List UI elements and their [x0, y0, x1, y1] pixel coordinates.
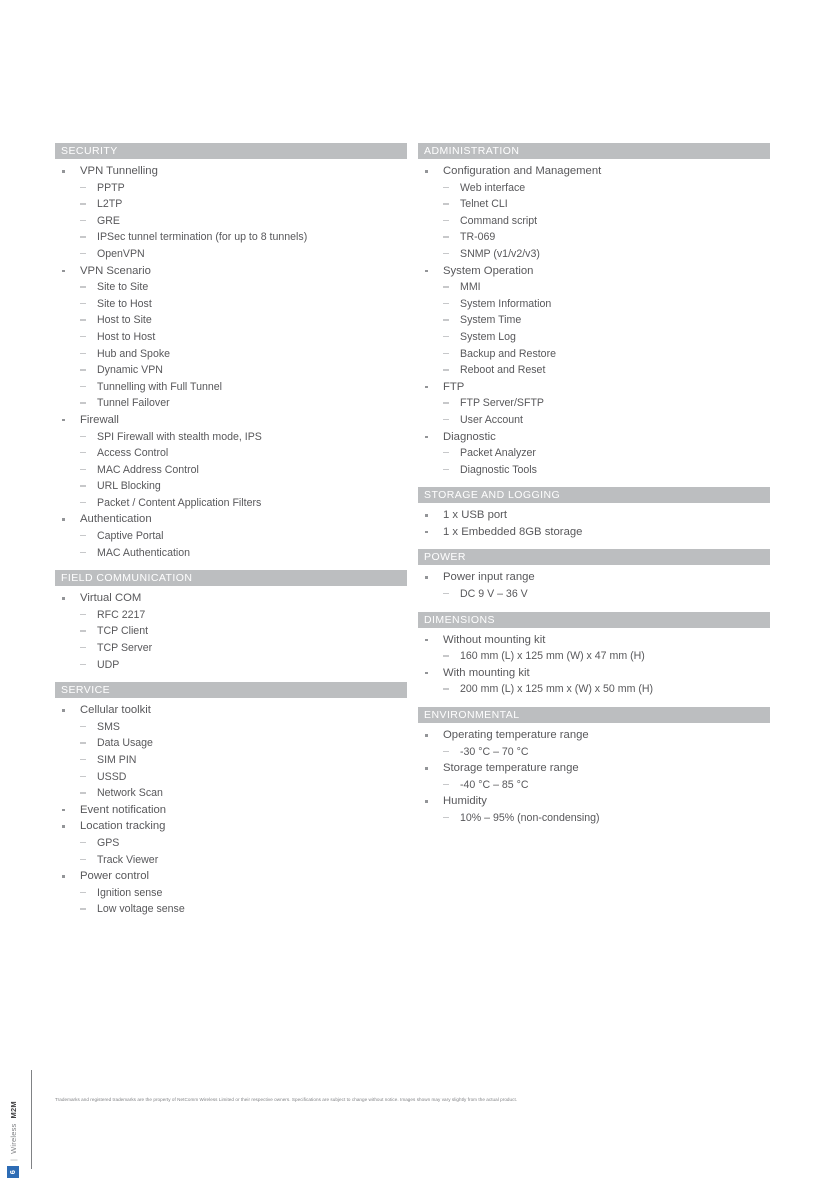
- dash-icon: [443, 220, 449, 221]
- sub-list-item-label: Packet Analyzer: [460, 447, 536, 460]
- sub-list-item: [443, 681, 770, 698]
- list-item: [55, 263, 407, 412]
- bullet-square-icon: [425, 386, 428, 389]
- section-body: [418, 159, 770, 487]
- dash-icon: [80, 336, 86, 337]
- feature-list: [418, 727, 770, 827]
- sub-list-item: [80, 901, 407, 918]
- sub-list-item: [80, 785, 407, 802]
- section-header: SERVICE: [55, 682, 407, 698]
- sub-list-item: [443, 229, 770, 246]
- sub-feature-list: [443, 744, 770, 761]
- sub-feature-list: [443, 648, 770, 665]
- margin-brand-light: Wireless: [8, 1123, 18, 1154]
- sub-list-item-label: SIM PIN: [97, 754, 137, 766]
- sub-feature-list: [80, 835, 407, 868]
- sub-list-item: [80, 296, 407, 313]
- feature-list: [55, 163, 407, 561]
- sub-list-item: [443, 346, 770, 363]
- feature-list: [418, 569, 770, 602]
- dash-icon: [80, 859, 86, 860]
- left-column: [55, 143, 407, 927]
- sub-list-item: [80, 657, 407, 674]
- list-item-label: VPN Scenario: [80, 264, 151, 277]
- dash-icon: [80, 236, 86, 237]
- sub-list-item: [443, 246, 770, 263]
- section-body: [418, 628, 770, 707]
- dash-icon: [80, 776, 86, 777]
- list-item: [418, 163, 770, 263]
- sub-list-item: [443, 312, 770, 329]
- sub-list-item-label: Reboot and Reset: [460, 364, 546, 377]
- dash-icon: [443, 817, 449, 818]
- sub-list-item: [80, 495, 407, 512]
- sub-list-item: [80, 346, 407, 363]
- list-item-label: Humidity: [443, 795, 487, 808]
- sub-list-item-label: Telnet CLI: [460, 198, 508, 211]
- section-header: ADMINISTRATION: [418, 143, 770, 159]
- sub-list-item: [80, 545, 407, 562]
- dash-icon: [80, 485, 86, 486]
- list-item: [55, 163, 407, 263]
- bullet-square-icon: [425, 639, 428, 642]
- list-item: [418, 379, 770, 429]
- dash-icon: [443, 336, 449, 337]
- sub-feature-list: [80, 279, 407, 412]
- sub-feature-list: [80, 885, 407, 918]
- sub-list-item-label: User Account: [460, 413, 524, 426]
- feature-list: [418, 507, 770, 540]
- margin-page-label: [0, 981, 26, 1175]
- sub-list-item-label: TCP Server: [97, 642, 153, 655]
- sub-list-item: [443, 412, 770, 429]
- sub-list-item-label: TR-069: [460, 231, 496, 244]
- sub-list-item: [80, 885, 407, 902]
- sub-list-item: [80, 362, 407, 379]
- section-body: [55, 586, 407, 682]
- dash-icon: [443, 593, 449, 594]
- dash-icon: [443, 187, 449, 188]
- feature-list: [55, 590, 407, 673]
- dash-icon: [80, 386, 86, 387]
- dash-icon: [80, 664, 86, 665]
- dash-icon: [80, 353, 86, 354]
- dash-icon: [443, 303, 449, 304]
- sub-list-item: [80, 445, 407, 462]
- dash-icon: [80, 220, 86, 221]
- sub-list-item-label: -30 °C – 70 °C: [460, 745, 529, 758]
- sub-feature-list: [443, 681, 770, 698]
- sub-list-item: [443, 213, 770, 230]
- sub-list-item: [443, 196, 770, 213]
- dash-icon: [80, 286, 86, 287]
- sub-list-item-label: Data Usage: [97, 737, 153, 750]
- sub-list-item: [80, 735, 407, 752]
- list-item-label: Operating temperature range: [443, 729, 589, 742]
- list-item: [418, 429, 770, 479]
- sub-list-item: [443, 648, 770, 665]
- dash-icon: [80, 759, 86, 760]
- dash-icon: [80, 792, 86, 793]
- margin-brand-bold: M2M: [8, 1101, 18, 1119]
- list-item-label: FTP: [443, 380, 465, 393]
- bullet-square-icon: [62, 597, 65, 600]
- sub-list-item-label: Track Viewer: [97, 853, 159, 866]
- bullet-square-icon: [62, 518, 65, 521]
- dash-icon: [80, 630, 86, 631]
- dash-icon: [80, 187, 86, 188]
- section-body: [55, 698, 407, 927]
- sub-list-item-label: RFC 2217: [97, 608, 146, 621]
- dash-icon: [80, 535, 86, 536]
- dash-icon: [443, 353, 449, 354]
- list-item-label: Power input range: [443, 571, 535, 584]
- sub-list-item-label: MMI: [460, 281, 481, 294]
- sub-list-item-label: SNMP (v1/v2/v3): [460, 247, 540, 260]
- list-item-label: Event notification: [80, 803, 167, 816]
- section-power: [418, 549, 770, 611]
- list-item: [418, 665, 770, 698]
- sub-list-item: [443, 777, 770, 794]
- sub-list-item-label: System Time: [460, 314, 522, 327]
- section-header: STORAGE AND LOGGING: [418, 487, 770, 503]
- list-item: [418, 524, 770, 541]
- sub-feature-list: [80, 429, 407, 512]
- sub-list-item: [443, 586, 770, 603]
- sub-feature-list: [443, 586, 770, 603]
- dash-icon: [443, 369, 449, 370]
- section-environmental: [418, 707, 770, 836]
- bullet-square-icon: [425, 672, 428, 675]
- section-body: [418, 723, 770, 836]
- list-item: [418, 632, 770, 665]
- list-item-label: Cellular toolkit: [80, 704, 151, 717]
- sub-list-item: [80, 312, 407, 329]
- list-item-label: Virtual COM: [80, 592, 142, 605]
- feature-list: [418, 632, 770, 698]
- sub-list-item-label: Site to Site: [97, 281, 149, 294]
- list-item-label: 1 x Embedded 8GB storage: [443, 525, 583, 538]
- sub-list-item-label: -40 °C – 85 °C: [460, 778, 529, 791]
- dash-icon: [80, 436, 86, 437]
- sub-list-item: [80, 279, 407, 296]
- dash-icon: [80, 647, 86, 648]
- dash-icon: [443, 784, 449, 785]
- list-item: [418, 793, 770, 826]
- sub-list-item-label: MAC Address Control: [97, 463, 199, 476]
- list-item-label: Firewall: [80, 413, 119, 426]
- dash-icon: [80, 469, 86, 470]
- dash-icon: [80, 253, 86, 254]
- list-item: [418, 263, 770, 379]
- sub-list-item-label: OpenVPN: [97, 247, 145, 260]
- bullet-square-icon: [425, 514, 428, 517]
- bullet-square-icon: [425, 734, 428, 737]
- sub-list-item: [80, 752, 407, 769]
- sub-list-item-label: L2TP: [97, 198, 123, 211]
- sub-list-item-label: Host to Site: [97, 314, 152, 327]
- dash-icon: [443, 688, 449, 689]
- sub-list-item: [80, 835, 407, 852]
- list-item-label: Location tracking: [80, 820, 166, 833]
- sub-list-item: [443, 279, 770, 296]
- list-item-label: VPN Tunnelling: [80, 165, 158, 177]
- list-item-label: Diagnostic: [443, 430, 496, 443]
- dash-icon: [80, 614, 86, 615]
- right-column: [418, 143, 770, 836]
- section-header: FIELD COMMUNICATION: [55, 570, 407, 586]
- sub-list-item: [443, 296, 770, 313]
- list-item-label: Power control: [80, 870, 150, 883]
- list-item: [418, 569, 770, 602]
- sub-list-item-label: Ignition sense: [97, 886, 163, 899]
- dash-icon: [80, 452, 86, 453]
- section-body: [418, 565, 770, 611]
- section-body: [418, 503, 770, 549]
- sub-feature-list: [80, 528, 407, 561]
- sub-feature-list: [443, 810, 770, 827]
- sub-feature-list: [80, 607, 407, 673]
- section-header: DIMENSIONS: [418, 612, 770, 628]
- list-item: [55, 412, 407, 512]
- sub-list-item-label: MAC Authentication: [97, 546, 191, 559]
- dash-icon: [443, 419, 449, 420]
- sub-list-item-label: Captive Portal: [97, 530, 164, 543]
- sub-feature-list: [443, 180, 770, 263]
- sub-list-item-label: URL Blocking: [97, 480, 161, 493]
- list-item-label: With mounting kit: [443, 666, 530, 679]
- dash-icon: [443, 469, 449, 470]
- dash-icon: [443, 452, 449, 453]
- list-item: [55, 702, 407, 802]
- sub-feature-list: [443, 445, 770, 478]
- footer-disclaimer: Trademarks and registered trademarks are the property of NetComm Wireless Limited or their respective owners. Specifications are subject to change without notice. Images shown may vary slightly from the actual product.: [55, 1097, 518, 1102]
- sub-list-item-label: Command script: [460, 214, 538, 227]
- sub-list-item: [443, 810, 770, 827]
- sub-list-item-label: PPTP: [97, 181, 125, 194]
- section-security: [55, 143, 407, 570]
- bullet-square-icon: [425, 170, 428, 173]
- sub-list-item-label: 10% – 95% (non-condensing): [460, 812, 600, 824]
- sub-list-item: [80, 379, 407, 396]
- sub-list-item: [80, 769, 407, 786]
- dash-icon: [80, 742, 86, 743]
- dash-icon: [443, 319, 449, 320]
- sub-list-item-label: Network Scan: [97, 787, 163, 800]
- sub-list-item-label: Tunnel Failover: [97, 397, 170, 410]
- section-storage-and-logging: [418, 487, 770, 549]
- sub-list-item: [80, 213, 407, 230]
- sub-list-item-label: GRE: [97, 214, 120, 227]
- dash-icon: [80, 502, 86, 503]
- bullet-square-icon: [425, 531, 428, 534]
- sub-list-item: [80, 246, 407, 263]
- bullet-square-icon: [425, 767, 428, 770]
- sub-feature-list: [80, 719, 407, 802]
- sub-list-item-label: System Information: [460, 297, 552, 310]
- sub-list-item: [80, 478, 407, 495]
- sub-list-item: [80, 623, 407, 640]
- sub-list-item: [443, 180, 770, 197]
- section-field-communication: [55, 570, 407, 682]
- margin-separator: |: [8, 1158, 18, 1161]
- dash-icon: [80, 369, 86, 370]
- dash-icon: [443, 286, 449, 287]
- bullet-square-icon: [425, 270, 428, 273]
- sub-list-item: [80, 196, 407, 213]
- bullet-square-icon: [425, 576, 428, 579]
- sub-list-item-label: Dynamic VPN: [97, 364, 163, 377]
- sub-list-item-label: Hub and Spoke: [97, 347, 171, 360]
- dash-icon: [80, 842, 86, 843]
- dash-icon: [80, 908, 86, 909]
- sub-list-item: [80, 329, 407, 346]
- sub-list-item-label: Low voltage sense: [97, 903, 185, 916]
- sub-list-item-label: Packet / Content Application Filters: [97, 496, 262, 509]
- sub-list-item: [443, 744, 770, 761]
- sub-list-item-label: Site to Host: [97, 297, 152, 310]
- sub-list-item-label: Access Control: [97, 447, 169, 460]
- dash-icon: [443, 751, 449, 752]
- sub-list-item-label: 160 mm (L) x 125 mm (W) x 47 mm (H): [460, 650, 645, 663]
- sub-list-item-label: Host to Host: [97, 330, 156, 343]
- list-item: [55, 802, 407, 819]
- list-item-label: Storage temperature range: [443, 762, 579, 775]
- sub-list-item: [443, 462, 770, 479]
- sub-list-item: [80, 852, 407, 869]
- list-item: [418, 760, 770, 793]
- sub-list-item: [443, 329, 770, 346]
- sub-list-item-label: Backup and Restore: [460, 347, 556, 360]
- sub-list-item-label: System Log: [460, 330, 516, 343]
- list-item: [55, 511, 407, 561]
- dash-icon: [443, 402, 449, 403]
- feature-list: [55, 702, 407, 918]
- dash-icon: [443, 253, 449, 254]
- sub-list-item: [80, 719, 407, 736]
- list-item: [418, 727, 770, 760]
- bullet-square-icon: [62, 809, 65, 812]
- sub-list-item-label: IPSec tunnel termination (for up to 8 tunnels): [97, 231, 308, 244]
- sub-list-item: [80, 607, 407, 624]
- list-item: [55, 818, 407, 868]
- sub-list-item-label: UDP: [97, 658, 120, 671]
- margin-divider-line: [31, 1070, 32, 1169]
- sub-list-item: [443, 445, 770, 462]
- sub-list-item-label: Diagnostic Tools: [460, 463, 537, 476]
- dash-icon: [443, 655, 449, 656]
- sub-list-item: [443, 362, 770, 379]
- sub-list-item: [80, 180, 407, 197]
- sub-feature-list: [80, 180, 407, 263]
- list-item: [55, 868, 407, 918]
- section-header: POWER: [418, 549, 770, 565]
- dash-icon: [443, 203, 449, 204]
- dash-icon: [80, 203, 86, 204]
- bullet-square-icon: [62, 825, 65, 828]
- sub-list-item: [80, 528, 407, 545]
- sub-list-item-label: Web interface: [460, 181, 526, 194]
- sub-list-item: [80, 395, 407, 412]
- bullet-square-icon: [62, 875, 65, 878]
- sub-feature-list: [443, 777, 770, 794]
- section-header: SECURITY: [55, 143, 407, 159]
- dash-icon: [80, 402, 86, 403]
- sub-list-item-label: 200 mm (L) x 125 mm x (W) x 50 mm (H): [460, 683, 654, 696]
- sub-feature-list: [443, 279, 770, 379]
- dash-icon: [443, 236, 449, 237]
- list-item: [418, 507, 770, 524]
- list-item-label: Configuration and Management: [443, 165, 602, 177]
- sub-list-item-label: DC 9 V – 36 V: [460, 588, 528, 601]
- section-administration: [418, 143, 770, 487]
- sub-list-item-label: USSD: [97, 770, 127, 783]
- sub-feature-list: [443, 395, 770, 428]
- dash-icon: [80, 892, 86, 893]
- bullet-square-icon: [62, 170, 65, 173]
- bullet-square-icon: [62, 709, 65, 712]
- section-header: ENVIRONMENTAL: [418, 707, 770, 723]
- sub-list-item: [80, 462, 407, 479]
- section-body: [55, 159, 407, 570]
- bullet-square-icon: [425, 800, 428, 803]
- sub-list-item-label: GPS: [97, 836, 120, 849]
- bullet-square-icon: [62, 419, 65, 422]
- bullet-square-icon: [62, 270, 65, 273]
- list-item-label: 1 x USB port: [443, 509, 508, 522]
- section-dimensions: [418, 612, 770, 707]
- list-item-label: Without mounting kit: [443, 633, 546, 646]
- sub-list-item: [80, 640, 407, 657]
- dash-icon: [80, 303, 86, 304]
- dash-icon: [80, 552, 86, 553]
- sub-list-item-label: SMS: [97, 720, 120, 733]
- list-item-label: Authentication: [80, 513, 152, 526]
- sub-list-item-label: Tunnelling with Full Tunnel: [97, 380, 223, 393]
- bullet-square-icon: [425, 436, 428, 439]
- dash-icon: [80, 726, 86, 727]
- section-service: [55, 682, 407, 927]
- sub-list-item: [80, 229, 407, 246]
- sub-list-item-label: FTP Server/SFTP: [460, 397, 544, 410]
- sub-list-item-label: TCP Client: [97, 625, 149, 638]
- list-item: [55, 590, 407, 673]
- sub-list-item: [443, 395, 770, 412]
- sub-list-item: [80, 429, 407, 446]
- feature-list: [418, 163, 770, 478]
- list-item-label: System Operation: [443, 264, 534, 277]
- dash-icon: [80, 319, 86, 320]
- page-number-badge: 6: [7, 1166, 19, 1178]
- sub-list-item-label: SPI Firewall with stealth mode, IPS: [97, 430, 262, 443]
